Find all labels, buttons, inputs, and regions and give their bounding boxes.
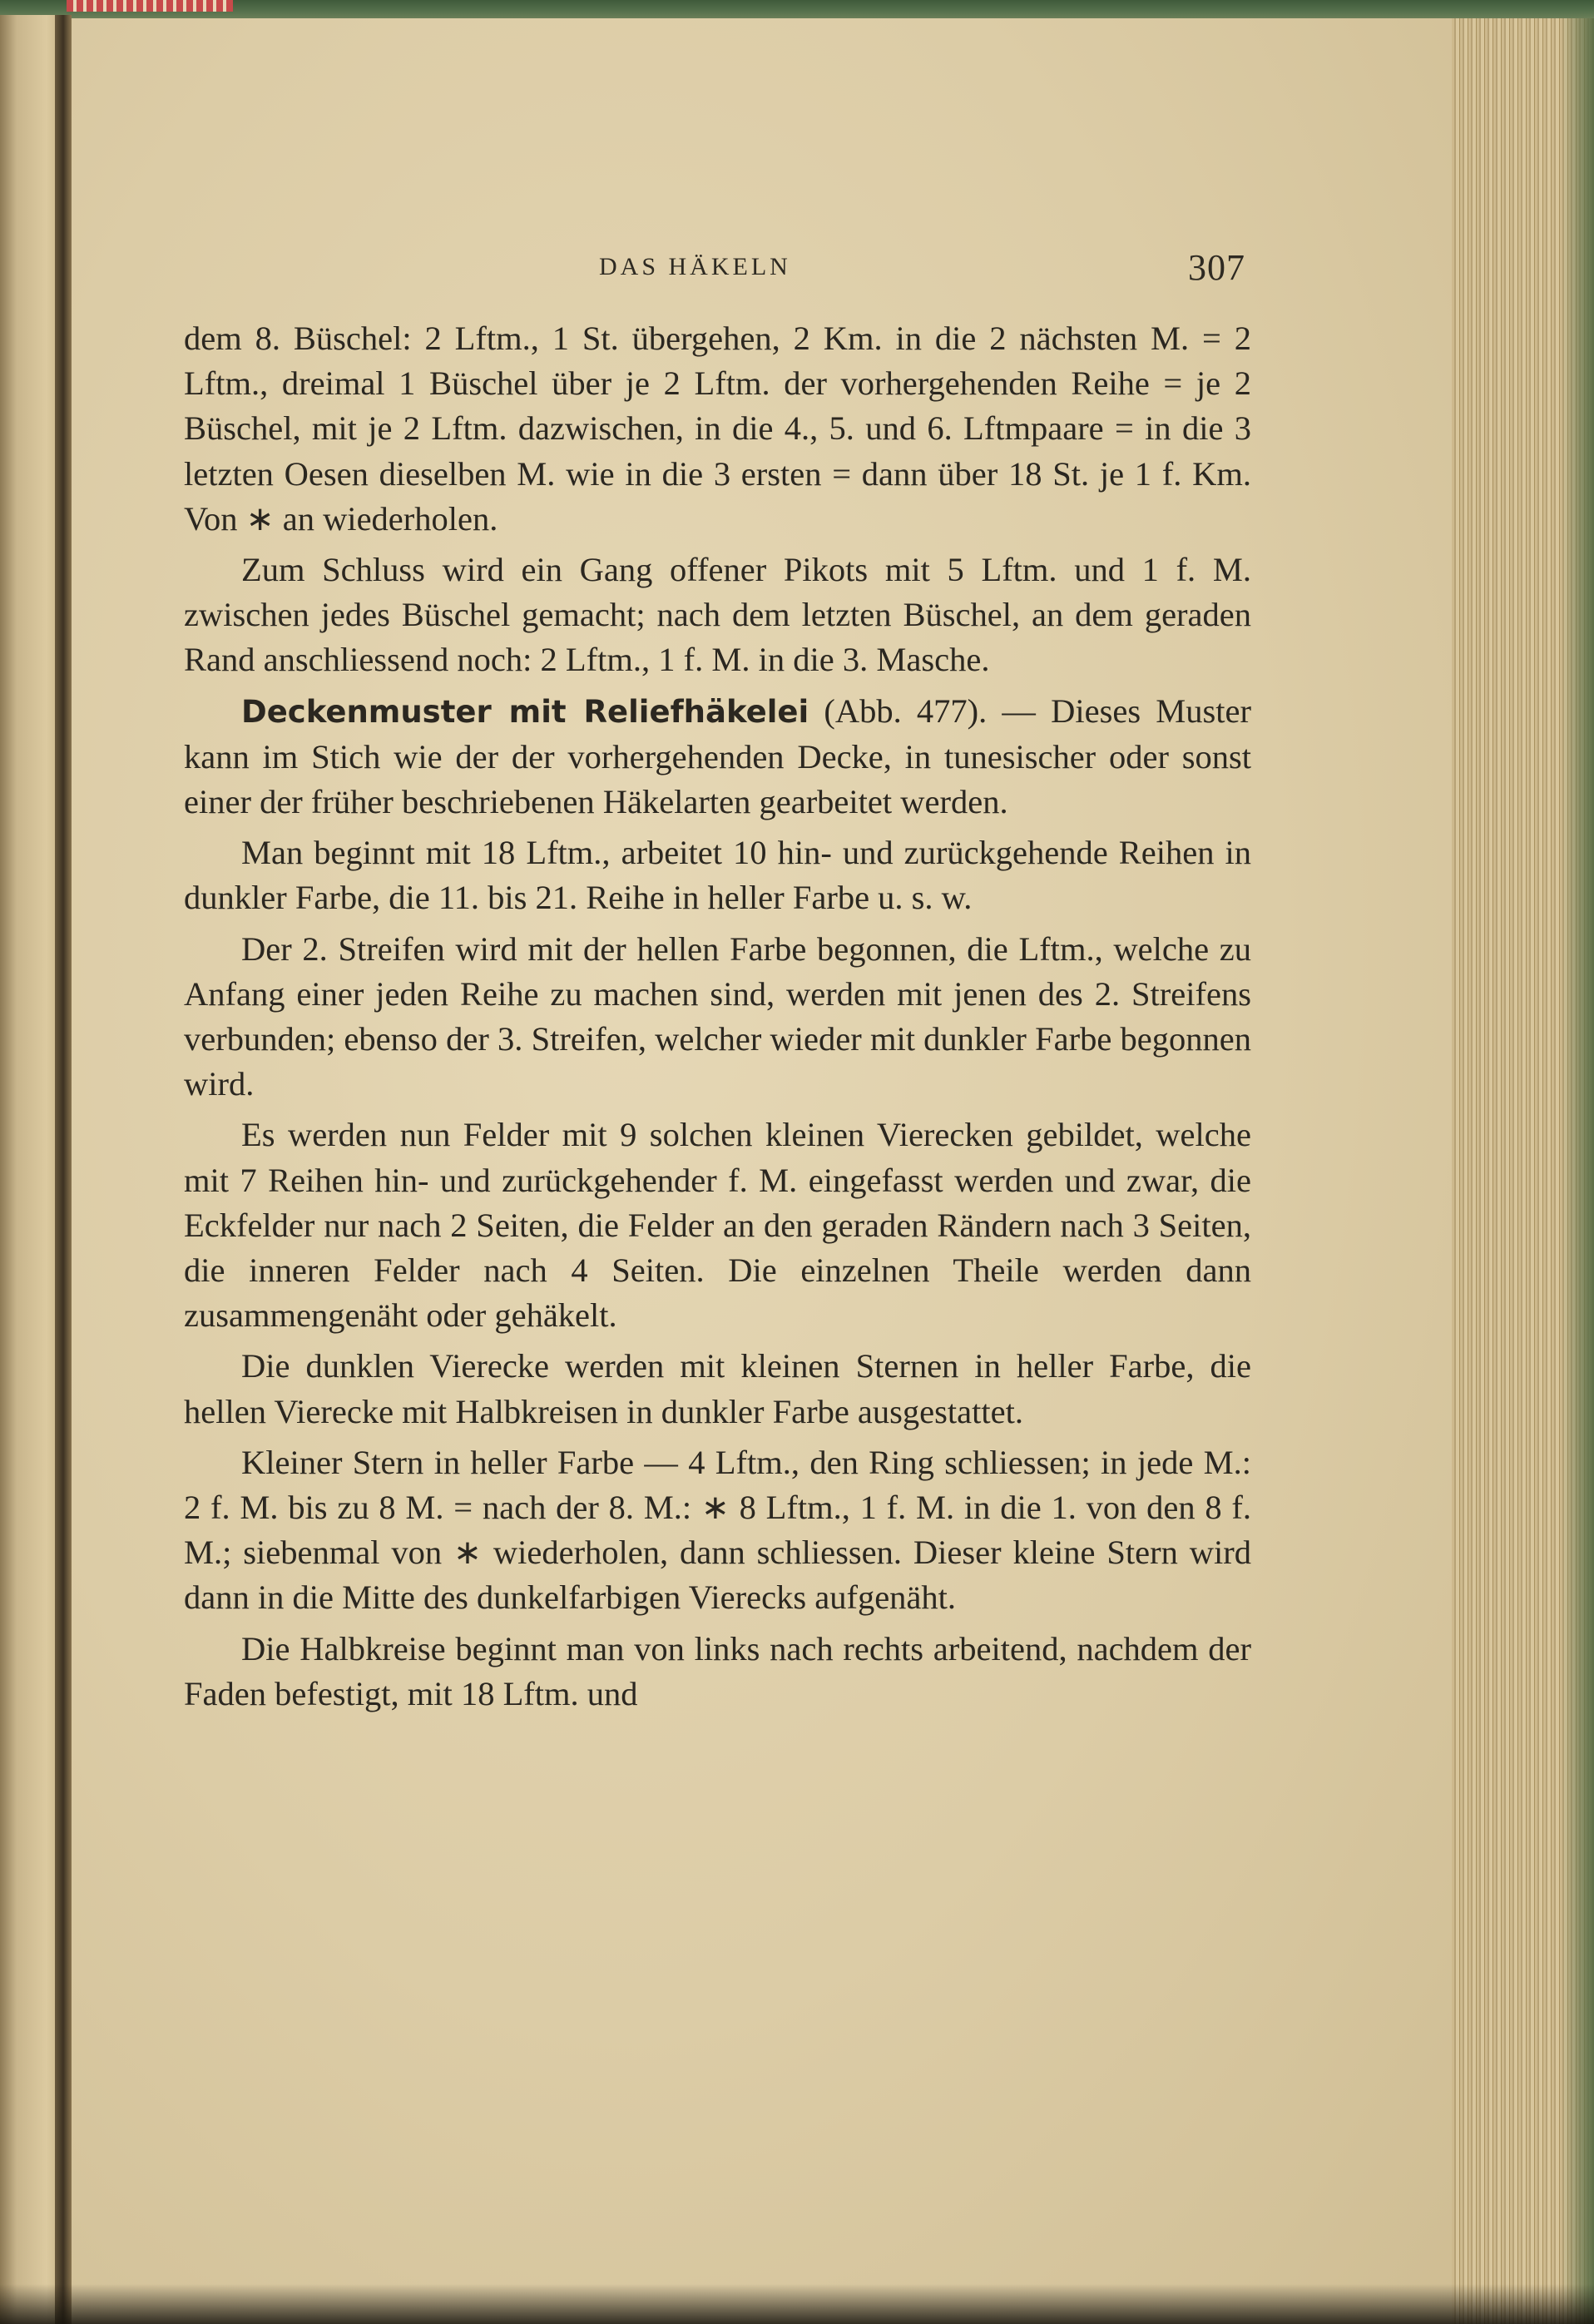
paragraph-text: (Abb. 477). — Dieses Muster kann im Stich wie der der vorhergehenden Decke, in tunesischer oder sonst einer der früher beschriebenen Häkelarten gearbeitet werden. [184,691,1251,821]
paragraph [184,316,1251,542]
paragraph-text: Man beginnt mit 18 Lftm., arbeitet 10 hin- und zurückgehende Reihen in dunkler Farbe, die 11. bis 21. Reihe in heller Farbe u. s. w. [184,834,1251,917]
paragraph-text: Es werden nun Felder mit 9 solchen kleinen Vierecken gebildet, welche mit 7 Reihen hin- und zurückgehender f. M. eingefasst werden und zwar, die Eckfelder nur nach 2 Seiten, die Felder an den geraden Rändern nach 3 Seiten, die inneren Felder nach 4 Seiten. Die einzelnen Theile werden dann zusammengenäht oder gehäkelt. [184,1116,1251,1335]
paragraph [184,689,1251,825]
paragraph-text: dem 8. Büschel: 2 Lftm., 1 St. übergehen, 2 Km. in die 2 nächsten M. = 2 Lftm., dreimal 1 Büschel über je 2 Lftm. der vorhergehenden Reihe = je 2 Büschel, mit je 2 Lftm. dazwischen, in die 4., 5. und 6. Lftmpaare = in die 3 letzten Oesen dieselben M. wie in die 3 ersten = dann über 18 St. je 1 f. Km. Von ∗ an wiederholen. [184,320,1251,538]
paragraph-text: Kleiner Stern in heller Farbe — 4 Lftm., den Ring schliessen; in jede M.: 2 f. M. bis zu 8 M. = nach der 8. M.: ∗ 8 Lftm., 1 f. M. in die 1. von den 8 f. M.; siebenmal von ∗ wiederholen, dann schliessen. Dieser kleine Stern wird dann in die Mitte des dunkelfarbigen Vierecks aufgenäht. [184,1443,1251,1617]
paragraph [184,1344,1251,1434]
paragraph [184,1440,1251,1621]
page-header [0,246,1594,296]
paragraph [184,830,1251,920]
book-gutter [55,15,72,2324]
book-cover-top-edge [0,0,1594,18]
paragraph-text: Die Halbkreise beginnt man von links nach rechts arbeitend, nachdem der Faden befestigt, mit 18 Lftm. und [184,1629,1251,1712]
section-heading: Deckenmuster mit Reliefhäkelei [241,693,809,730]
body-text [184,316,1251,1722]
right-page-stack [1452,18,1594,2324]
paragraph [184,1112,1251,1338]
page-number: 307 [1188,247,1245,288]
paragraph [184,927,1251,1107]
bottom-shadow [0,2284,1594,2324]
paragraph-text: Der 2. Streifen wird mit der hellen Farbe begonnen, die Lftm., welche zu Anfang einer jeden Reihe zu machen sind, werden mit jenen des 2. Streifens verbunden; ebenso der 3. Streifen, welcher wieder mit dunkler Farbe begonnen wird. [184,929,1251,1103]
cover-shade [1561,18,1594,2324]
paragraph [184,548,1251,683]
paragraph [184,1627,1251,1717]
paragraph-text: Die dunklen Vierecke werden mit kleinen Sternen in heller Farbe, die hellen Vierecke mit Halbkreisen in dunkler Farbe ausgestattet. [184,1347,1251,1430]
bookmark-ribbon [67,0,233,12]
running-head: DAS HÄKELN [599,253,791,280]
paragraph-text: Zum Schluss wird ein Gang offener Pikots mit 5 Lftm. und 1 f. M. zwischen jedes Büschel gemacht; nach dem letzten Büschel, an dem geraden Rand anschliessend noch: 2 Lftm., 1 f. M. in die 3. Masche. [184,551,1251,679]
